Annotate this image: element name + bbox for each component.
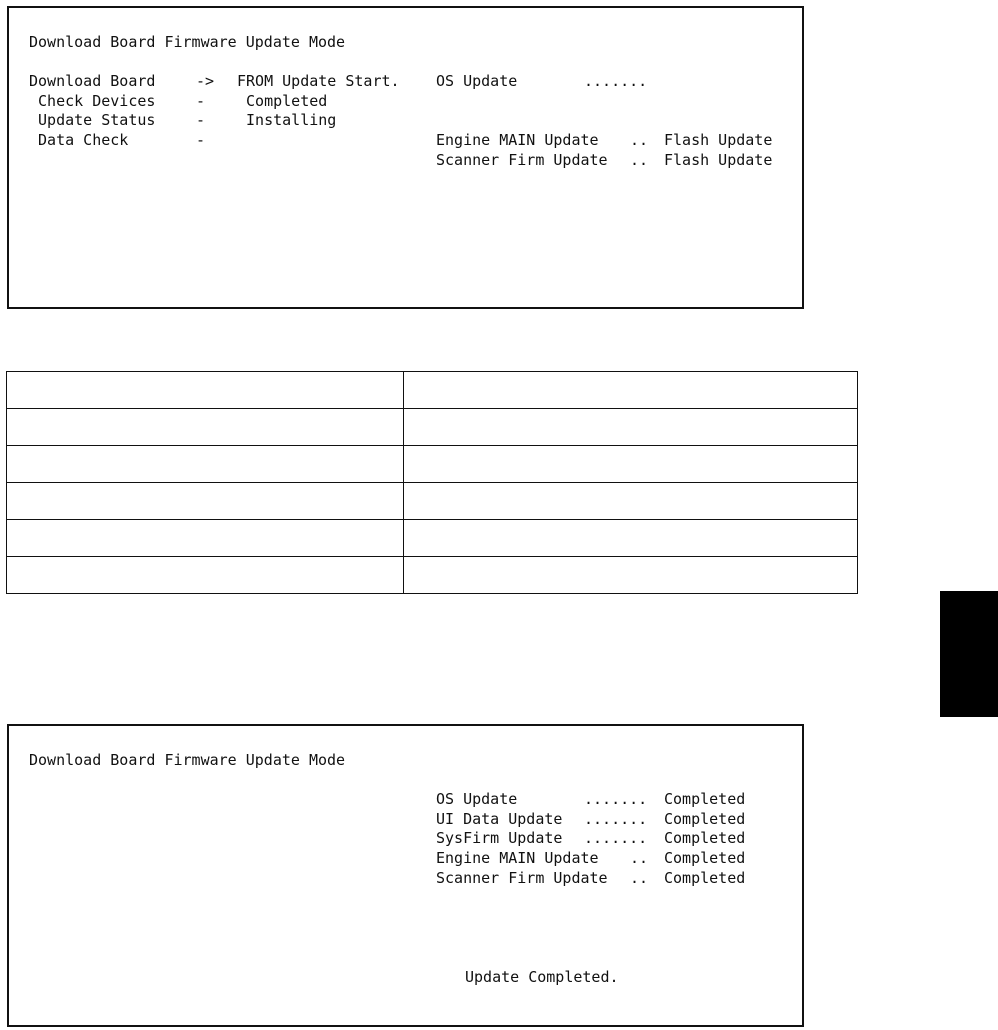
engine-main-update-name: Engine MAIN Update	[436, 131, 599, 149]
engine-main-update-dots: ..	[630, 131, 649, 149]
scanner-firm-update-status: Completed	[664, 869, 746, 887]
engine-main-update-dots: ..	[630, 849, 649, 867]
scanner-firm-update-status: Flash Update	[664, 151, 773, 169]
table-cell	[404, 520, 858, 557]
table-row	[7, 557, 858, 594]
ui-data-update-status: Completed	[664, 810, 746, 828]
firmware-update-screen-in-progress	[7, 6, 804, 309]
os-update-name: OS Update	[436, 790, 518, 808]
download-board-label: Download Board	[29, 72, 156, 90]
update-status-dash: -	[196, 111, 206, 129]
check-devices-value: Completed	[237, 92, 328, 110]
table-cell	[7, 557, 404, 594]
engine-main-update-status: Completed	[664, 849, 746, 867]
table-row	[7, 520, 858, 557]
sysfirm-update-status: Completed	[664, 829, 746, 847]
engine-main-update-name: Engine MAIN Update	[436, 849, 599, 867]
table-cell	[404, 409, 858, 446]
firmware-update-screen-completed	[7, 724, 804, 1027]
scanner-firm-update-name: Scanner Firm Update	[436, 151, 608, 169]
table-cell	[7, 483, 404, 520]
table-row	[7, 446, 858, 483]
scanner-firm-update-dots: ..	[630, 869, 649, 887]
screen-title: Download Board Firmware Update Mode	[29, 33, 346, 51]
data-check-label: Data Check	[29, 131, 129, 149]
download-board-arrow: ->	[196, 72, 215, 90]
table-row	[7, 409, 858, 446]
os-update-dots: .......	[584, 72, 648, 90]
update-completed-message: Update Completed.	[465, 968, 619, 986]
os-update-dots: .......	[584, 790, 648, 808]
os-update-status: Completed	[664, 790, 746, 808]
table-cell	[404, 446, 858, 483]
os-update-name: OS Update	[436, 72, 518, 90]
scanner-firm-update-name: Scanner Firm Update	[436, 869, 608, 887]
table-cell	[404, 557, 858, 594]
sysfirm-update-name: SysFirm Update	[436, 829, 563, 847]
section-thumb-tab	[940, 591, 998, 717]
download-board-value: FROM Update Start.	[237, 72, 400, 90]
table-cell	[404, 483, 858, 520]
engine-main-update-status: Flash Update	[664, 131, 773, 149]
check-devices-label: Check Devices	[29, 92, 156, 110]
table-cell	[7, 446, 404, 483]
table-cell	[7, 372, 404, 409]
blank-status-table	[6, 371, 858, 594]
screen-title: Download Board Firmware Update Mode	[29, 751, 346, 769]
ui-data-update-name: UI Data Update	[436, 810, 563, 828]
table-cell	[7, 409, 404, 446]
check-devices-dash: -	[196, 92, 206, 110]
update-status-value: Installing	[237, 111, 337, 129]
ui-data-update-dots: .......	[584, 810, 648, 828]
table-cell	[7, 520, 404, 557]
table-row	[7, 483, 858, 520]
data-check-dash: -	[196, 131, 206, 149]
table-cell	[404, 372, 858, 409]
table-row	[7, 372, 858, 409]
update-status-label: Update Status	[29, 111, 156, 129]
sysfirm-update-dots: .......	[584, 829, 648, 847]
scanner-firm-update-dots: ..	[630, 151, 649, 169]
